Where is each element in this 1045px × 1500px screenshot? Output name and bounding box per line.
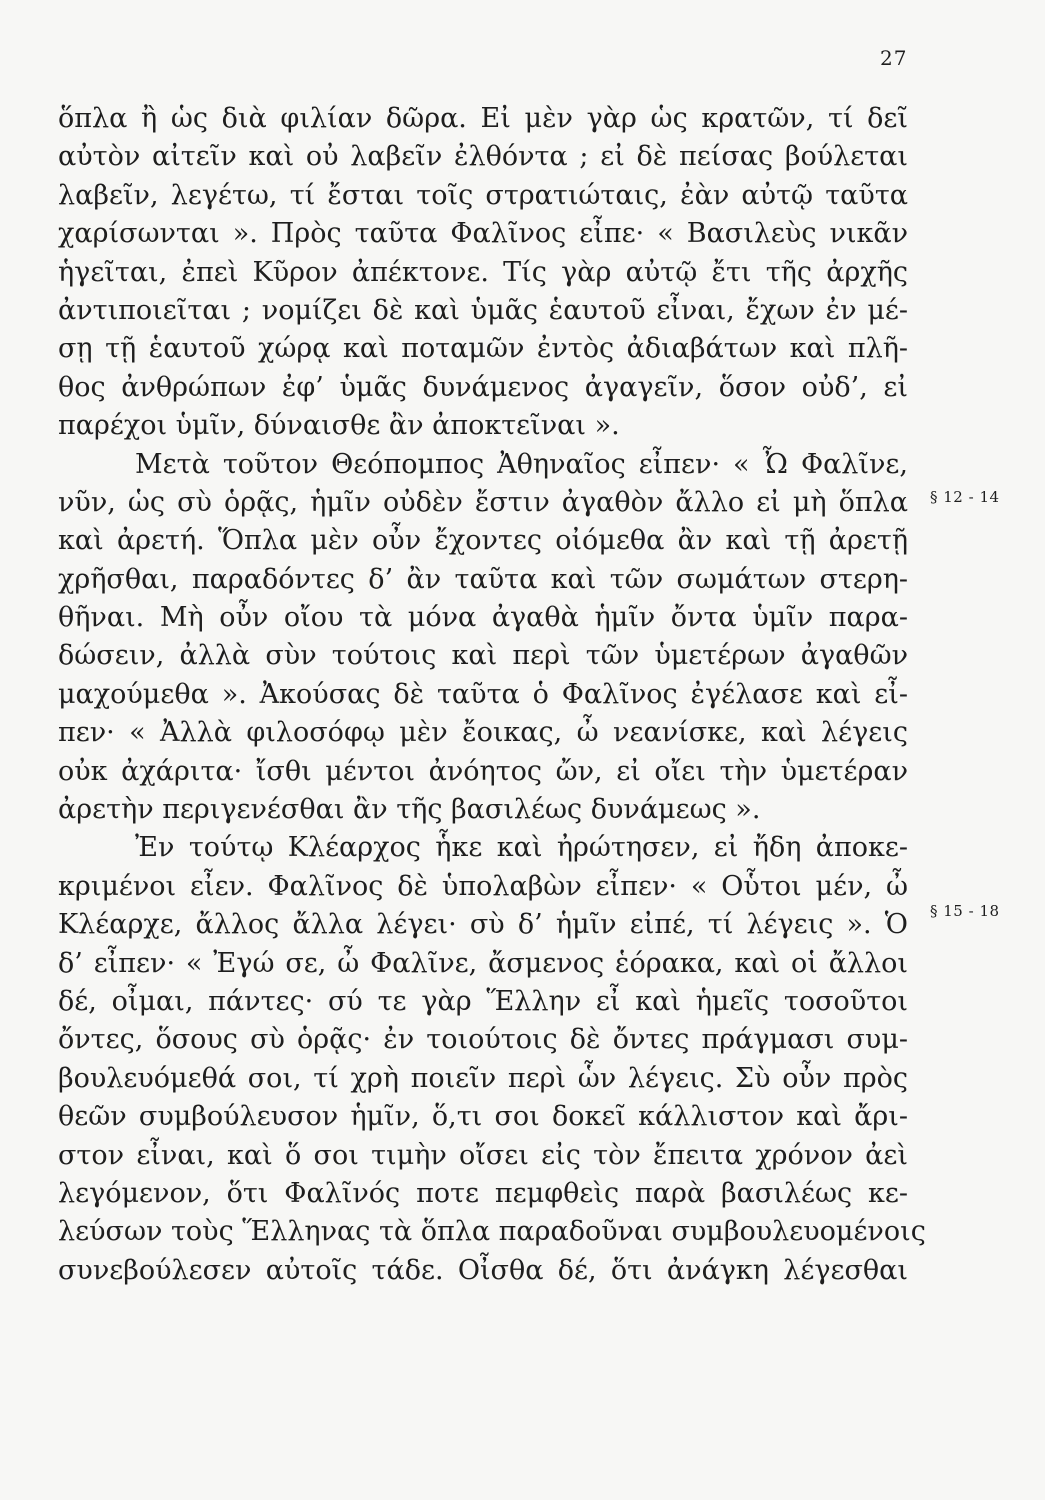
text-line: πεν· « Ἀλλὰ φιλοσόφῳ μὲν ἔοικας, ὦ νεανίσκε, καὶ λέγεις — [58, 717, 908, 749]
paragraph-start-line: Μετὰ τοῦτον Θεόπομπος Ἀθηναῖος εἶπεν· « Ὦ Φαλῖνε, — [135, 448, 908, 480]
text-line: λεύσων τοὺς Ἕλληνας τὰ ὅπλα παραδοῦναι συμβουλευομένοις — [58, 1216, 926, 1248]
text-line: Κλέαρχε, ἄλλος ἄλλα λέγει· σὺ δ’ ἡμῖν εἰπέ, τί λέγεις ». Ὁ — [58, 909, 908, 941]
text-line: καὶ ἀρετή. Ὅπλα μὲν οὖν ἔχοντες οἰόμεθα ἂν καὶ τῇ ἀρετῇ — [58, 525, 908, 557]
paragraph-start-line: Ἐν τούτῳ Κλέαρχος ἧκε καὶ ἠρώτησεν, εἰ ἤδη ἀποκε- — [135, 832, 908, 864]
text-line: θῆναι. Μὴ οὖν οἴου τὰ μόνα ἀγαθὰ ἡμῖν ὄντα ὑμῖν παρα- — [58, 602, 908, 634]
text-line: σῃ τῇ ἑαυτοῦ χώρᾳ καὶ ποταμῶν ἐντὸς ἀδιαβάτων καὶ πλῆ- — [58, 333, 908, 365]
text-line: βουλευόμεθά σοι, τί χρὴ ποιεῖν περὶ ὧν λέγεις. Σὺ οὖν πρὸς — [58, 1062, 908, 1094]
text-line: δώσειν, ἀλλὰ σὺν τούτοις καὶ περὶ τῶν ὑμετέρων ἀγαθῶν — [58, 640, 908, 672]
text-line: δέ, οἶμαι, πάντες· σύ τε γὰρ Ἕλλην εἶ καὶ ἡμεῖς τοσοῦτοι — [58, 985, 908, 1017]
text-line: θεῶν συμβούλευσον ἡμῖν, ὅ,τι σοι δοκεῖ κάλλιστον καὶ ἄρι- — [58, 1101, 908, 1133]
text-line: οὐκ ἀχάριτα· ἴσθι μέντοι ἀνόητος ὤν, εἰ οἴει τὴν ὑμετέραν — [58, 755, 908, 787]
text-line: ὄντες, ὅσους σὺ ὁρᾷς· ἐν τοιούτοις δὲ ὄντες πράγμασι συμ- — [58, 1024, 908, 1056]
main-text — [58, 100, 926, 1290]
text-line: αὐτὸν αἰτεῖν καὶ οὐ λαβεῖν ἐλθόντα ; εἰ δὲ πείσας βούλεται — [58, 141, 908, 173]
text-line: συνεβούλεσεν αὐτοῖς τάδε. Οἶσθα δέ, ὅτι ἀνάγκη λέγεσθαι — [58, 1254, 908, 1286]
text-line: ὅπλα ἢ ὡς διὰ φιλίαν δῶρα. Εἰ μὲν γὰρ ὡς κρατῶν, τί δεῖ — [58, 103, 908, 134]
text-line: χρῆσθαι, παραδόντες δ’ ἂν ταῦτα καὶ τῶν σωμάτων στερη- — [58, 563, 908, 595]
text-line: παρέχοι ὑμῖν, δύναισθε ἂν ἀποκτεῖναι ». — [58, 410, 620, 442]
text-line: στον εἶναι, καὶ ὅ σοι τιμὴν οἴσει εἰς τὸν ἔπειτα χρόνον ἀεὶ — [58, 1139, 908, 1171]
page-number: 27 — [880, 46, 908, 70]
section-reference: § 15 - 18 — [930, 902, 1000, 920]
text-line: λαβεῖν, λεγέτω, τί ἔσται τοῖς στρατιώταις, ἐὰν αὐτῷ ταῦτα — [58, 179, 908, 211]
text-line: χαρίσωνται ». Πρὸς ταῦτα Φαλῖνος εἶπε· « Βασιλεὺς νικᾶν — [58, 218, 908, 250]
text-line: νῦν, ὡς σὺ ὁρᾷς, ἡμῖν οὐδὲν ἔστιν ἀγαθὸν ἄλλο εἰ μὴ ὅπλα — [58, 486, 908, 518]
text-line: κριμένοι εἶεν. Φαλῖνος δὲ ὑπολαβὼν εἶπεν· « Οὗτοι μέν, ὦ — [58, 870, 908, 902]
text-line: ἀντιποιεῖται ; νομίζει δὲ καὶ ὑμᾶς ἑαυτοῦ εἶναι, ἔχων ἐν μέ- — [58, 294, 908, 326]
text-line: ἀρετὴν περιγενέσθαι ἂν τῆς βασιλέως δυνάμεως ». — [58, 794, 761, 826]
text-line: μαχούμεθα ». Ἀκούσας δὲ ταῦτα ὁ Φαλῖνος ἐγέλασε καὶ εἶ- — [58, 678, 908, 710]
text-line: λεγόμενον, ὅτι Φαλῖνός ποτε πεμφθεὶς παρὰ βασιλέως κε- — [58, 1177, 908, 1209]
text-line: ἡγεῖται, ἐπεὶ Κῦρον ἀπέκτονε. Τίς γὰρ αὐτῷ ἔτι τῆς ἀρχῆς — [58, 256, 908, 288]
text-line: δ’ εἶπεν· « Ἐγώ σε, ὦ Φαλῖνε, ἄσμενος ἑόρακα, καὶ οἱ ἄλλοι — [58, 947, 908, 979]
section-reference: § 12 - 14 — [930, 488, 1000, 506]
text-line: θος ἀνθρώπων ἐφ’ ὑμᾶς δυνάμενος ἀγαγεῖν, ὅσον οὐδ’, εἰ — [58, 371, 908, 403]
